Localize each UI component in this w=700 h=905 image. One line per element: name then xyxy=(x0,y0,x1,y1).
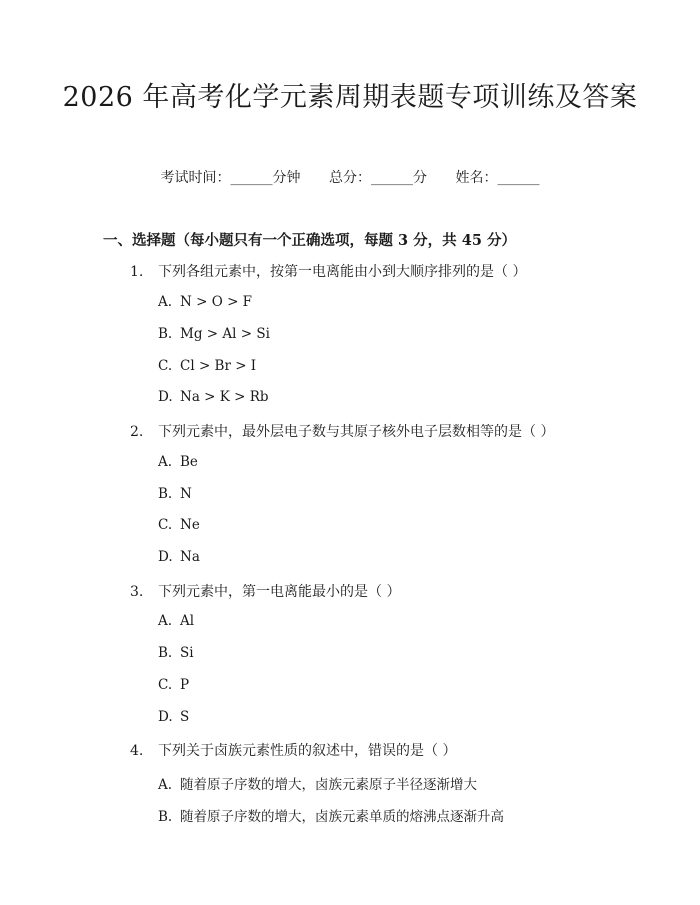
question-2 xyxy=(130,421,554,441)
option-text: N > O > F xyxy=(180,294,253,310)
option-4a xyxy=(158,773,477,793)
exam-meta xyxy=(0,167,700,187)
option-letter: B. xyxy=(158,645,173,661)
option-2a xyxy=(158,454,198,470)
option-1c xyxy=(158,358,256,374)
question-text: 下列元素中，最外层电子数与其原子核外电子层数相等的是（ ） xyxy=(158,424,555,440)
option-letter: B. xyxy=(158,809,173,825)
question-number: 1. xyxy=(130,264,144,280)
option-3c xyxy=(158,677,189,693)
option-text: Si xyxy=(180,645,194,661)
question-3 xyxy=(130,581,400,601)
option-letter: C. xyxy=(158,677,173,693)
option-letter: B. xyxy=(158,326,173,342)
option-text: Be xyxy=(180,454,198,470)
option-letter: A. xyxy=(158,294,173,310)
option-text: Cl > Br > I xyxy=(180,358,257,374)
option-letter: A. xyxy=(158,454,173,470)
option-letter: A. xyxy=(158,613,173,629)
exam-time-label: 考试时间：______分钟 xyxy=(160,170,301,186)
option-2c xyxy=(158,517,200,533)
option-letter: D. xyxy=(158,389,173,405)
option-letter: D. xyxy=(158,709,173,725)
question-number: 3. xyxy=(130,584,144,600)
option-text: 随着原子序数的增大，卤族元素原子半径逐渐增大 xyxy=(180,777,477,793)
option-text: S xyxy=(180,709,190,725)
question-1 xyxy=(130,261,526,281)
option-text: Ne xyxy=(180,517,200,533)
option-1a xyxy=(158,294,252,310)
document-title: 2026 年高考化学元素周期表题专项训练及答案 xyxy=(62,82,638,113)
option-2b xyxy=(158,486,192,502)
option-3b xyxy=(158,645,194,661)
question-number: 4. xyxy=(130,743,144,759)
option-3d xyxy=(158,709,189,725)
option-1b xyxy=(158,326,270,342)
option-3a xyxy=(158,613,194,629)
option-text: P xyxy=(180,677,190,693)
question-text: 下列关于卤族元素性质的叙述中，错误的是（ ） xyxy=(158,743,457,759)
option-text: Na xyxy=(180,549,200,565)
question-text: 下列各组元素中，按第一电离能由小到大顺序排列的是（ ） xyxy=(158,264,527,280)
option-letter: A. xyxy=(158,777,173,793)
option-letter: B. xyxy=(158,486,173,502)
option-2d xyxy=(158,549,200,565)
question-4 xyxy=(130,740,456,760)
option-text: Al xyxy=(180,613,195,629)
student-name-label: 姓名：______ xyxy=(455,170,540,186)
option-text: N xyxy=(180,486,192,502)
question-number: 2. xyxy=(130,424,144,440)
question-text: 下列元素中，第一电离能最小的是（ ） xyxy=(158,584,401,600)
option-text: Na > K > Rb xyxy=(180,389,269,405)
option-1d xyxy=(158,389,269,405)
option-text: Mg > Al > Si xyxy=(180,326,270,342)
option-4b xyxy=(158,805,504,825)
option-letter: C. xyxy=(158,358,173,374)
total-score-label: 总分：______分 xyxy=(329,170,427,186)
option-letter: C. xyxy=(158,517,173,533)
option-letter: D. xyxy=(158,549,173,565)
option-text: 随着原子序数的增大，卤族元素单质的熔沸点逐渐升高 xyxy=(180,809,504,825)
section-heading: 一、选择题（每小题只有一个正确选项，每题 3 分，共 45 分） xyxy=(103,232,516,249)
